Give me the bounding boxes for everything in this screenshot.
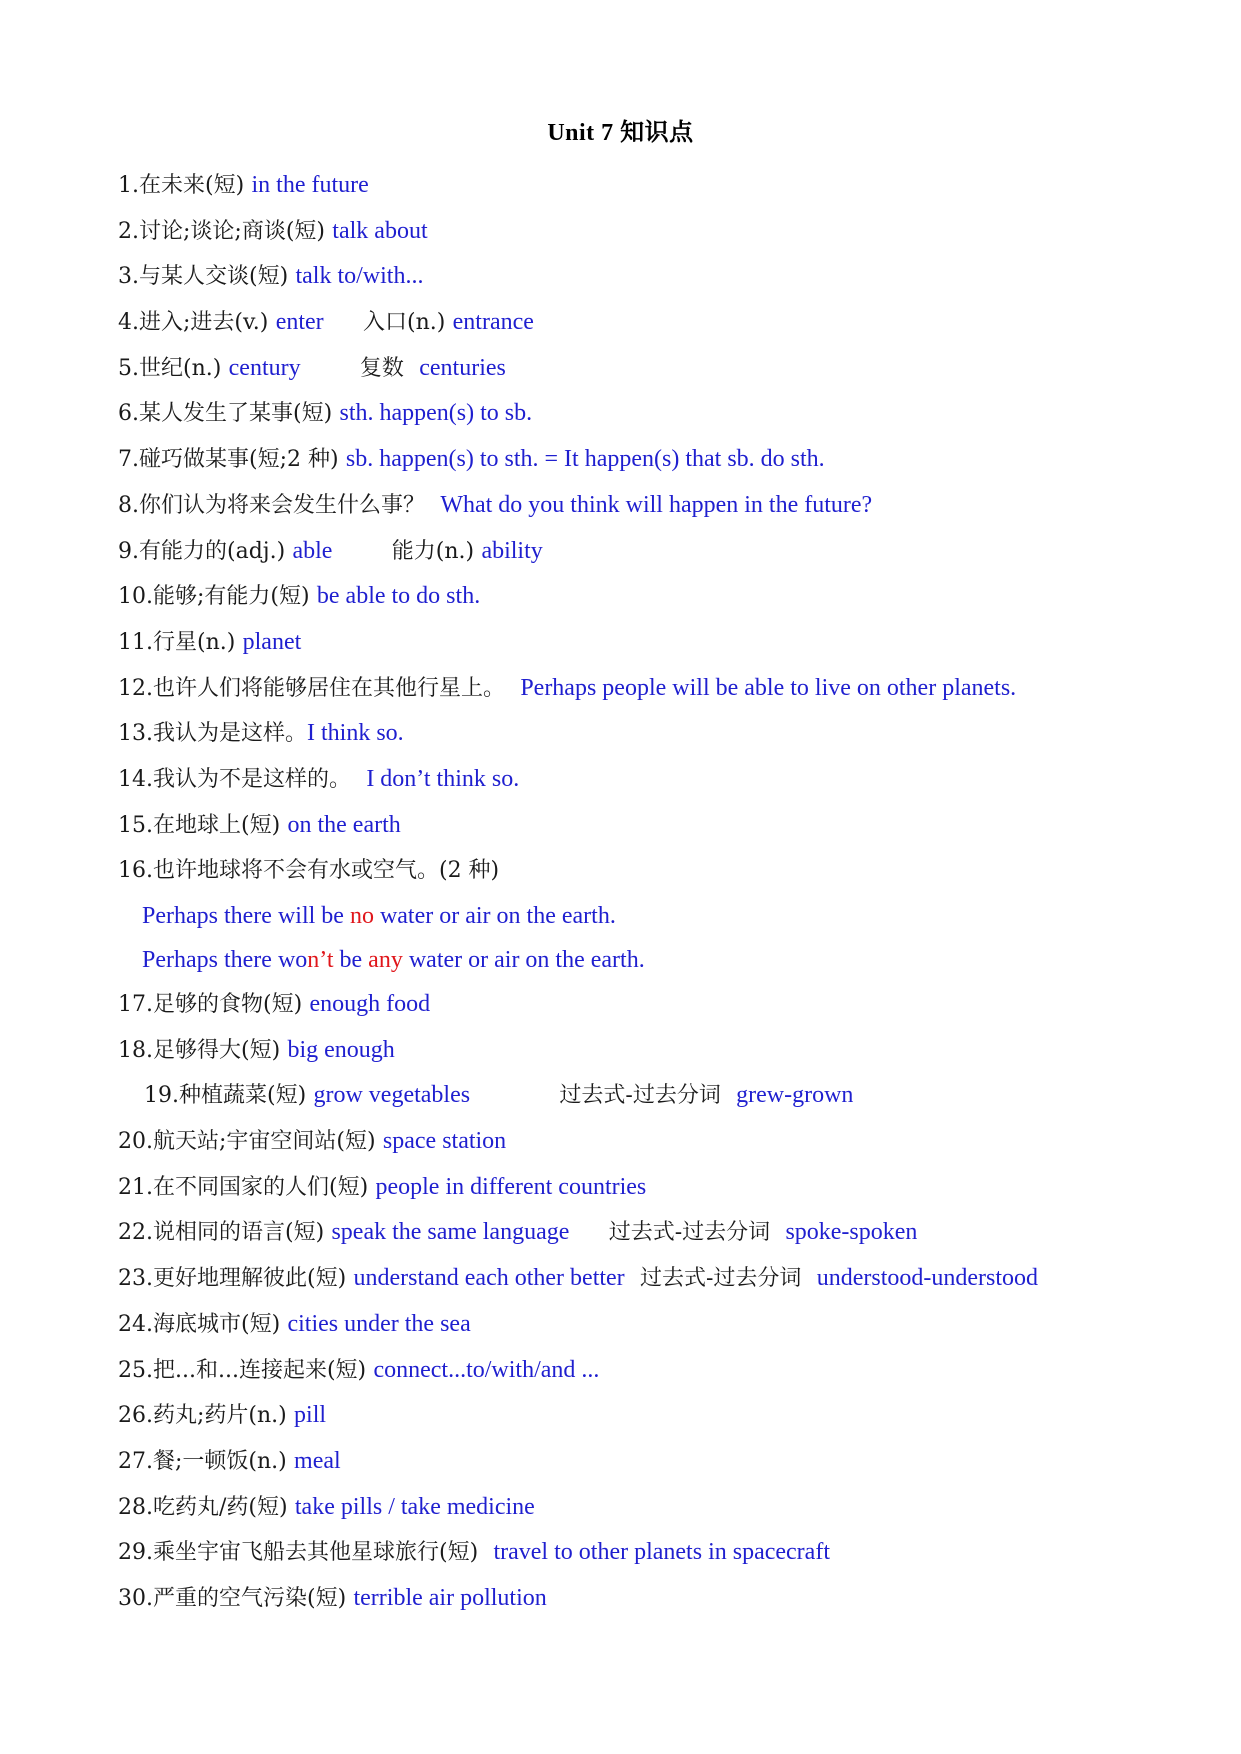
english-answer-secondary: entrance: [452, 309, 534, 336]
chinese-prompt: 4.进入;进去(v.): [118, 310, 269, 336]
chinese-prompt: 10.能够;有能力(短): [118, 584, 310, 610]
answer-line: [118, 896, 1198, 940]
english-answer: grow vegetables: [313, 1082, 471, 1109]
answer-part: water or air on the earth.: [373, 903, 616, 929]
chinese-prompt: 14.我认为不是这样的。: [118, 766, 351, 792]
list-item: [118, 1441, 1198, 1487]
list-item: [118, 984, 1198, 1030]
list-item: [118, 393, 1198, 439]
list-item: [118, 1075, 1198, 1121]
english-answer-secondary: understood-understood: [816, 1265, 1039, 1292]
list-item: [118, 485, 1198, 531]
english-answer: Perhaps people will be able to live on other planets.: [520, 674, 1017, 701]
list-item: [118, 165, 1198, 211]
english-answer: pill: [294, 1402, 327, 1429]
chinese-prompt: 3.与某人交谈(短): [118, 264, 289, 290]
list-item: [118, 668, 1198, 714]
list-item: [118, 1121, 1198, 1167]
english-answer-secondary: grew-grown: [736, 1082, 854, 1109]
chinese-prompt: 11.行星(n.): [118, 629, 236, 655]
chinese-prompt: 29.乘坐宇宙飞船去其他星球旅行(短): [118, 1540, 479, 1566]
chinese-prompt-secondary: 入口(n.): [362, 310, 446, 336]
english-answer: sb. happen(s) to sth. = It happen(s) that sb. do sth.: [345, 446, 825, 473]
english-answer: able: [292, 537, 333, 564]
chinese-prompt: 27.餐;一顿饭(n.): [118, 1448, 287, 1474]
chinese-prompt: 24.海底城市(短): [118, 1311, 281, 1337]
english-answer: travel to other planets in spacecraft: [493, 1539, 830, 1566]
list-item: [118, 1304, 1198, 1350]
list-item: [118, 1167, 1198, 1213]
english-answer: terrible air pollution: [353, 1584, 547, 1611]
list-item: [118, 1212, 1198, 1258]
answer-part: water or air on the earth.: [402, 947, 645, 973]
chinese-prompt: 5.世纪(n.): [118, 355, 222, 381]
list-item: [118, 1487, 1198, 1533]
list-item: [118, 1030, 1198, 1076]
list-item: [118, 759, 1198, 805]
chinese-prompt-secondary: 过去式-过去分词: [608, 1220, 771, 1246]
chinese-prompt: 30.严重的空气污染(短): [118, 1585, 347, 1611]
english-answer: understand each other better: [353, 1265, 625, 1292]
list-item: [118, 850, 1198, 896]
list-item: [118, 211, 1198, 257]
english-answer: meal: [294, 1447, 341, 1474]
chinese-prompt: 21.在不同国家的人们(短): [118, 1174, 369, 1200]
list-item: [118, 348, 1198, 394]
chinese-prompt: 23.更好地理解彼此(短): [118, 1266, 347, 1292]
english-answer: century: [228, 354, 301, 381]
page-title: Unit 7 知识点: [547, 120, 694, 146]
answer-part: Perhaps there wo: [142, 947, 308, 973]
chinese-prompt: 20.航天站;宇宙空间站(短): [118, 1129, 376, 1155]
english-answer: planet: [242, 628, 302, 655]
chinese-prompt-secondary: 复数: [359, 355, 404, 381]
english-answer: big enough: [287, 1036, 395, 1063]
english-answer: be able to do sth.: [316, 583, 481, 610]
list-item: [118, 1395, 1198, 1441]
list-item: [118, 439, 1198, 485]
chinese-prompt: 2.讨论;谈论;商谈(短): [118, 218, 325, 244]
english-answer: enough food: [309, 991, 431, 1017]
english-answer: enter: [275, 309, 324, 336]
english-answer: speak the same language: [331, 1219, 570, 1246]
chinese-prompt: 6.某人发生了某事(短): [118, 401, 333, 427]
chinese-prompt: 25.把...和...连接起来(短): [118, 1357, 367, 1383]
list-item: [118, 1258, 1198, 1304]
chinese-prompt: 18.足够得大(短): [118, 1037, 281, 1063]
chinese-prompt: 8.你们认为将来会发生什么事？: [118, 492, 425, 518]
answer-line: [118, 940, 1198, 984]
english-answer: connect...to/with/and ...: [373, 1356, 600, 1383]
chinese-prompt: 19.种植蔬菜(短): [144, 1083, 307, 1109]
list-item: [118, 1578, 1198, 1624]
list-item: [118, 805, 1198, 851]
list-item: [118, 622, 1198, 668]
list-item: [118, 256, 1198, 302]
english-answer: on the earth: [287, 811, 401, 838]
english-answer: What do you think will happen in the future?: [440, 491, 873, 518]
chinese-prompt: 1.在未来(短): [118, 173, 245, 198]
chinese-prompt: 28.吃药丸/药(短): [118, 1494, 288, 1520]
chinese-prompt: 15.在地球上(短): [118, 812, 281, 838]
chinese-prompt: 13.我认为是这样。: [118, 721, 307, 747]
chinese-prompt: 17.足够的食物(短): [118, 992, 303, 1017]
english-answer-secondary: centuries: [419, 354, 506, 381]
list-item: [118, 713, 1198, 759]
chinese-prompt: 7.碰巧做某事(短;2 种): [118, 447, 339, 473]
english-answer: talk to/with...: [295, 263, 424, 290]
english-answer: in the future: [251, 172, 369, 198]
list-item: [118, 1350, 1198, 1396]
list-item: [118, 302, 1198, 348]
chinese-prompt: 12.也许人们将能够居住在其他行星上。: [118, 675, 505, 701]
english-answer: space station: [382, 1128, 507, 1155]
english-answer: I don’t think so.: [366, 765, 520, 792]
answer-part: Perhaps there will be: [142, 903, 350, 929]
answer-part: be: [333, 947, 369, 973]
english-answer: cities under the sea: [287, 1310, 471, 1337]
chinese-prompt-secondary: 过去式-过去分词: [559, 1083, 721, 1109]
chinese-prompt-secondary: 能力(n.): [391, 538, 475, 564]
english-answer: people in different countries: [375, 1173, 647, 1200]
chinese-prompt: 22.说相同的语言(短): [118, 1220, 325, 1246]
english-answer: take pills / take medicine: [294, 1493, 535, 1520]
english-answer: sth. happen(s) to sb.: [339, 400, 533, 427]
list-item: [118, 531, 1198, 577]
chinese-prompt: 16.也许地球将不会有水或空气。(2 种): [118, 858, 500, 884]
chinese-prompt-secondary: 过去式-过去分词: [640, 1266, 802, 1292]
list-item: [118, 576, 1198, 622]
english-answer: I think so.: [307, 720, 404, 747]
highlighted-word: any: [368, 947, 403, 973]
english-answer: talk about: [332, 217, 428, 244]
chinese-prompt: 9.有能力的(adj.): [118, 538, 286, 564]
highlighted-word: n’t: [307, 947, 334, 973]
english-answer-secondary: spoke-spoken: [785, 1219, 918, 1246]
vocabulary-list: [118, 165, 1198, 1624]
highlighted-word: no: [349, 903, 374, 929]
chinese-prompt: 26.药丸;药片(n.): [118, 1403, 287, 1429]
list-item: [118, 1532, 1198, 1578]
english-answer-secondary: ability: [481, 537, 543, 564]
